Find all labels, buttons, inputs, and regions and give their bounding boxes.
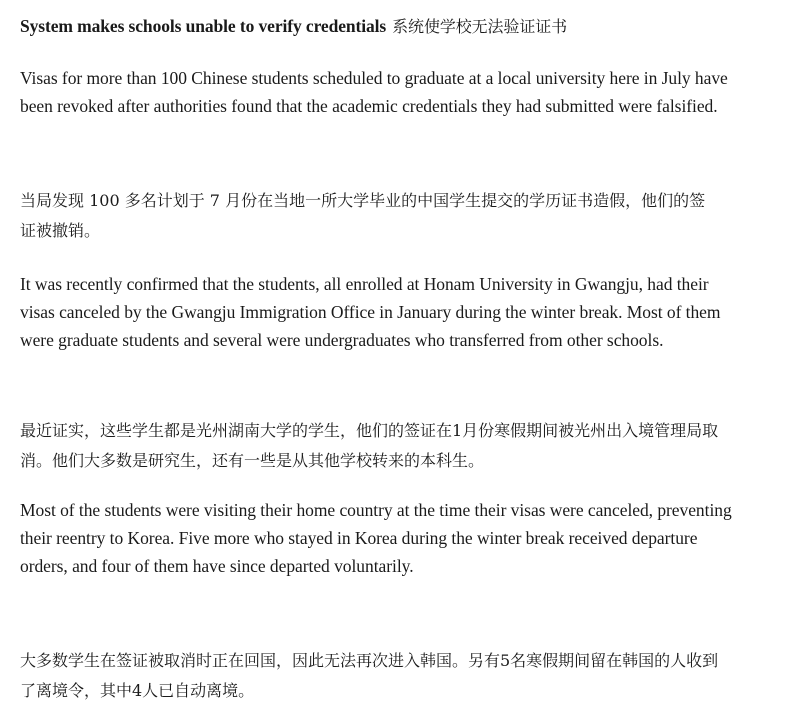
article-title (20, 14, 567, 39)
paragraph-english-2: It was recently confirmed that the students, all enrolled at Honam University in Gwangju, had their visas canceled by the Gwangju Immigration Office in January during the winter break. Most of them were graduate students and several were undergraduates who transferred from other schools. (20, 274, 721, 350)
paragraph-english-1: Visas for more than 100 Chinese students scheduled to graduate at a local university here in July have been revoked after authorities found that the academic credentials they had submitted were falsified. (20, 68, 728, 116)
article-title-english: System makes schools unable to verify credentials (20, 16, 387, 36)
paragraph-chinese-2: 最近证实，这些学生都是光州湖南大学的学生，他们的签证在1月份寒假期间被光州出入境管理局取消。他们大多数是研究生，还有一些是从其他学校转来的本科生。 (20, 421, 719, 470)
paragraph-chinese-1: 当局发现 100 多名计划于 7 月份在当地一所大学毕业的中国学生提交的学历证书造假，他们的签证被撤销。 (20, 191, 706, 240)
paragraph-chinese-3: 大多数学生在签证被取消时正在回国，因此无法再次进入韩国。另有5名寒假期间留在韩国的人收到了离境令，其中4人已自动离境。 (20, 651, 719, 700)
article-title-chinese: 系统使学校无法验证证书 (392, 17, 568, 36)
paragraph-english-3: Most of the students were visiting their home country at the time their visas were canceled, preventing their reentry to Korea. Five more who stayed in Korea during the winter break received departure orders, and four of them have since departed voluntarily. (20, 500, 732, 576)
